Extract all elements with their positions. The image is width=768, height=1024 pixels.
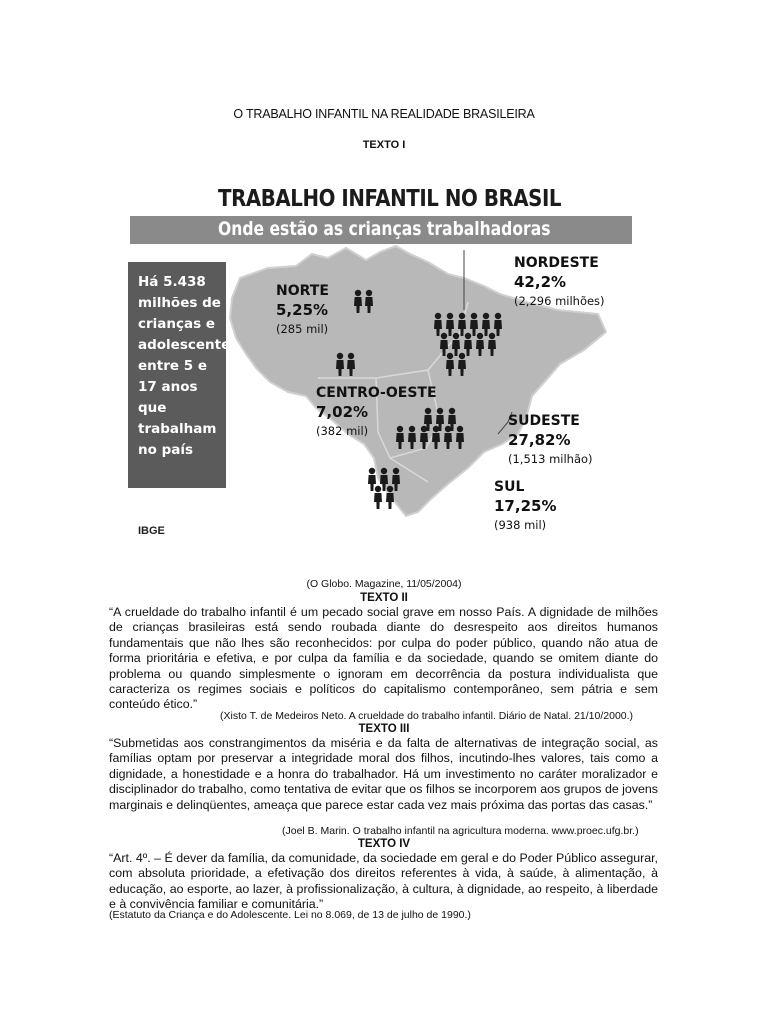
region-label-sul xyxy=(494,478,556,535)
texto-2-body: “A crueldade do trabalho infantil é um pecado social grave em nosso País. A dignidade de milhões de crianças brasileiras está sendo roubada diante do desrespeito aos direitos humanos fundamentais que não lhes são reconhecidos: por culpa do poder público, quando não atua de forma prioritária e efetiva, e por culpa da família e da sociedade, quando se omitem diante do problema ou quando simplesmente o ignoram em decorrência da postura individualista que caracteriza os regimes sociais e políticos do capitalismo contemporâneo, sem pátria e sem conteúdo ético.” xyxy=(109,605,658,712)
texto-3-body: “Submetidas aos constrangimentos da miséria e da falta de alternativas de integração social, as famílias optam por preservar a integridade moral dos filhos, incutindo-lhes valores, tais como a dignidade, a honestidade e a honra do trabalhador. Há um investimento no caráter moralizador e disciplinador do trabalho, como tentativa de evitar que os filhos se incorporem aos grupos de jovens marginais e delinqüentes, ameaça que parece estar cada vez mais próxima das portas das casas.” xyxy=(109,736,658,812)
region-amount: (382 mil) xyxy=(316,424,369,438)
region-percent: 27,82% xyxy=(508,431,571,449)
texto-4-body: “Art. 4º. – É dever da família, da comunidade, da sociedade em geral e do Poder Público assegurar, com absoluta prioridade, a efetivação dos direitos referentes à vida, à saúde, à alimentação, à educação, ao esporte, ao lazer, à profissionalização, à cultura, à dignidade, ao respeito, à liberdade e à convivência familiar e comunitária.” xyxy=(109,851,658,912)
region-label-centro-oeste xyxy=(316,384,437,441)
region-amount: (2,296 milhões) xyxy=(514,294,605,308)
texto-4-label: TEXTO IV xyxy=(357,838,411,850)
region-percent: 42,2% xyxy=(514,273,567,291)
region-percent: 5,25% xyxy=(276,301,329,319)
texto-2-label: TEXTO II xyxy=(360,592,408,604)
infographic xyxy=(128,182,633,557)
region-label-nordeste xyxy=(514,254,605,311)
texto-1-citation: (O Globo. Magazine, 11/05/2004) xyxy=(306,578,462,590)
region-label-sudeste xyxy=(508,412,593,469)
region-percent: 17,25% xyxy=(494,497,557,515)
region-name: NORTE xyxy=(276,283,329,299)
region-amount: (1,513 milhão) xyxy=(508,452,593,466)
infographic-source: IBGE xyxy=(138,525,165,537)
region-name: CENTRO-OESTE xyxy=(316,385,437,401)
texto-2-citation: (Xisto T. de Medeiros Neto. A crueldade do trabalho infantil. Diário de Natal. 21/10/2000.) xyxy=(220,710,634,722)
texto-1-label: TEXTO I xyxy=(362,139,406,151)
texto-3-label: TEXTO III xyxy=(358,723,410,735)
texto-3-citation: (Joel B. Marin. O trabalho infantil na agricultura moderna. www.proec.ufg.br.) xyxy=(282,825,639,837)
region-name: SUDESTE xyxy=(508,413,580,429)
region-amount: (285 mil) xyxy=(276,322,329,336)
infographic-subtitle: Onde estão as crianças trabalhadoras xyxy=(218,218,551,240)
region-label-norte xyxy=(276,282,329,339)
region-name: NORDESTE xyxy=(514,255,599,271)
region-percent: 7,02% xyxy=(316,403,369,421)
infographic-side-box xyxy=(128,262,239,488)
document-title: O TRABALHO INFANTIL NA REALIDADE BRASILEIRA xyxy=(233,107,535,121)
texto-4-citation: (Estatuto da Criança e do Adolescente. Lei no 8.069, de 13 de julho de 1990.) xyxy=(109,909,471,921)
region-amount: (938 mil) xyxy=(494,518,547,532)
region-name: SUL xyxy=(494,479,525,495)
infographic-subtitle-band xyxy=(130,216,632,244)
infographic-side-text: Há 5.438 milhões de crianças e adolescentes entre 5 e 17 anos que trabalham no país xyxy=(138,274,239,458)
infographic-title: TRABALHO INFANTIL NO BRASIL xyxy=(218,186,562,212)
